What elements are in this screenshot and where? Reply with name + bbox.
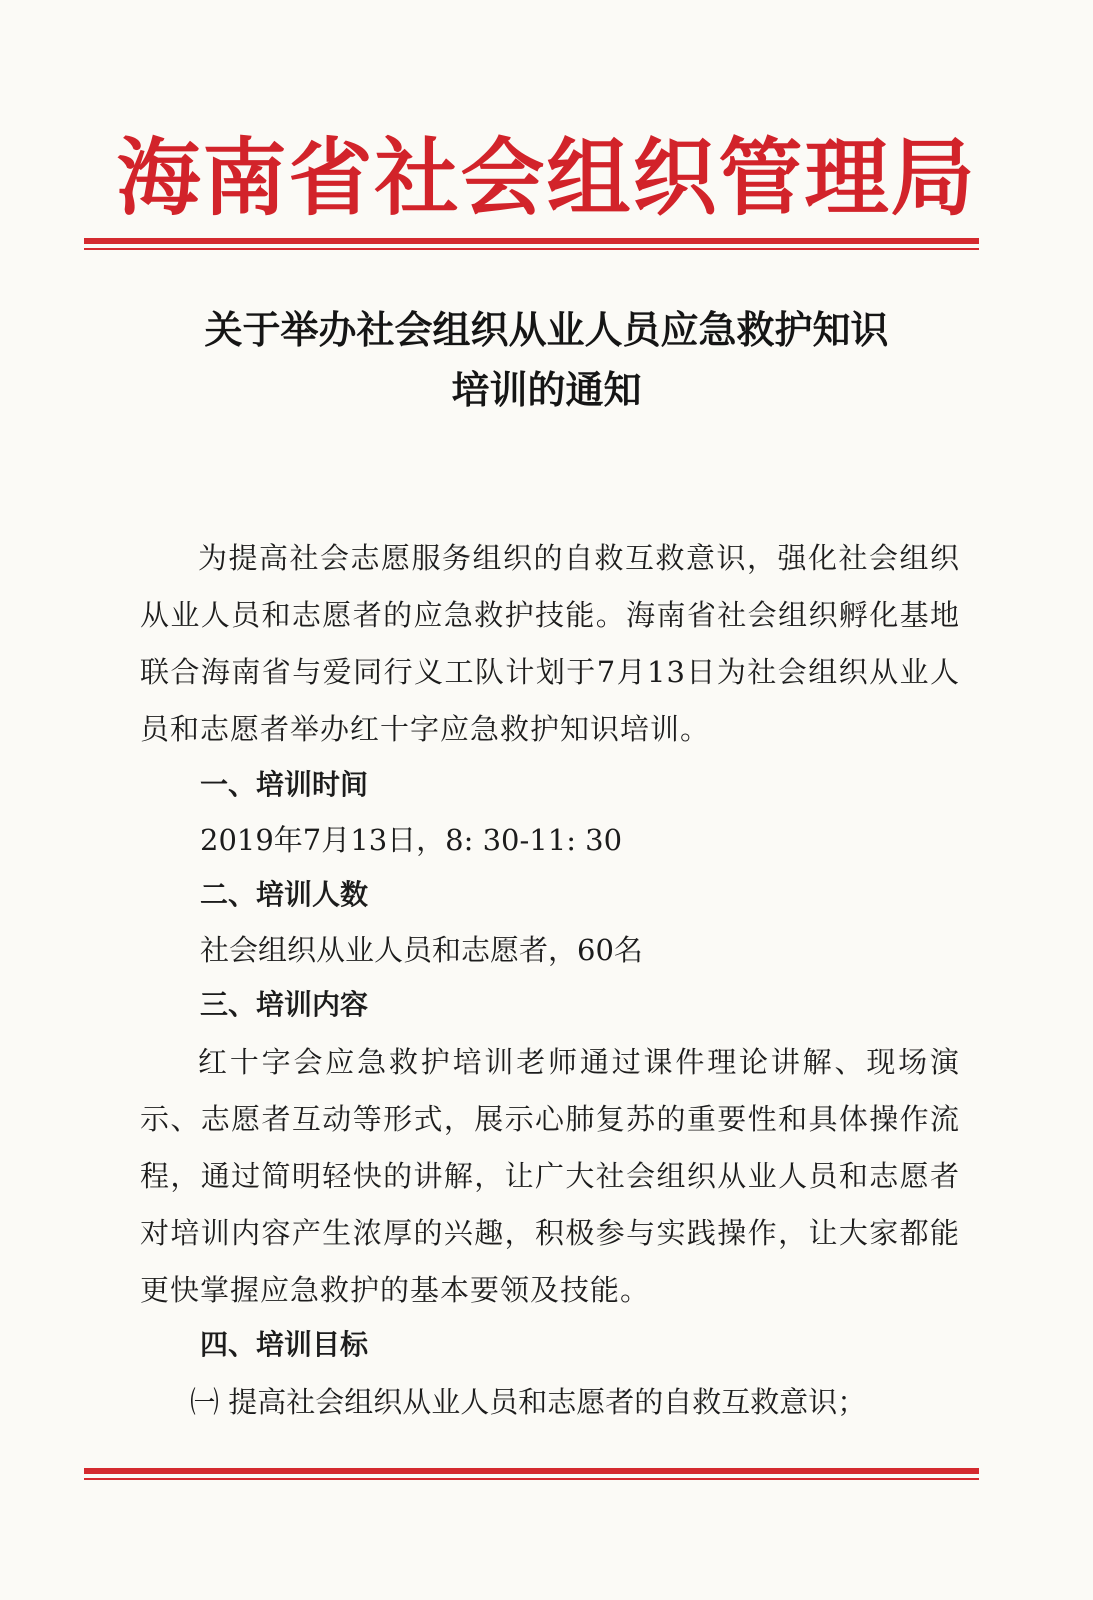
title-line-2: 培训的通知 — [451, 367, 642, 412]
intro-paragraph — [140, 530, 960, 758]
section-heading-goals: 四、培训目标 — [200, 1328, 369, 1361]
red-rule-thin — [84, 1478, 979, 1480]
section-text-count: 社会组织从业人员和志愿者，60名 — [200, 933, 643, 967]
content-text: 红十字会应急救护培训老师通过课件理论讲解、现场演示、志愿者互动等形式，展示心肺复苏的重要性和具体操作流程，通过简明轻快的讲解，让广大社会组织从业人员和志愿者对培训内容产生浓厚的兴趣，积极参与实践操作，让大家都能更快掌握应急救护的基本要领及技能。 — [140, 1045, 960, 1307]
red-rule-thick — [84, 238, 979, 244]
section-heading-content: 三、培训内容 — [200, 988, 369, 1021]
red-rule-thick — [84, 1468, 979, 1474]
footer-red-rule — [84, 1468, 979, 1480]
section-text-time: 2019年7月13日，8: 30-11: 30 — [200, 823, 623, 857]
goal-item-1: ㈠ 提高社会组织从业人员和志愿者的自救互救意识； — [190, 1385, 867, 1419]
organization-header: 海南省社会组织管理局 — [116, 128, 977, 227]
section-heading-time: 一、培训时间 — [200, 768, 369, 801]
document-title — [0, 300, 1093, 420]
header-red-rule — [84, 238, 979, 250]
section-heading-count: 二、培训人数 — [200, 878, 369, 911]
intro-text: 为提高社会志愿服务组织的自救互救意识，强化社会组织从业人员和志愿者的应急救护技能。海南省社会组织孵化基地联合海南省与爱同行义工队计划于7月13日为社会组织从业人员和志愿者举办红十字应急救护知识培训。 — [140, 541, 960, 746]
title-line-1: 关于举办社会组织从业人员应急救护知识 — [204, 307, 889, 352]
red-rule-thin — [84, 248, 979, 250]
section-paragraph-content — [140, 1034, 960, 1319]
